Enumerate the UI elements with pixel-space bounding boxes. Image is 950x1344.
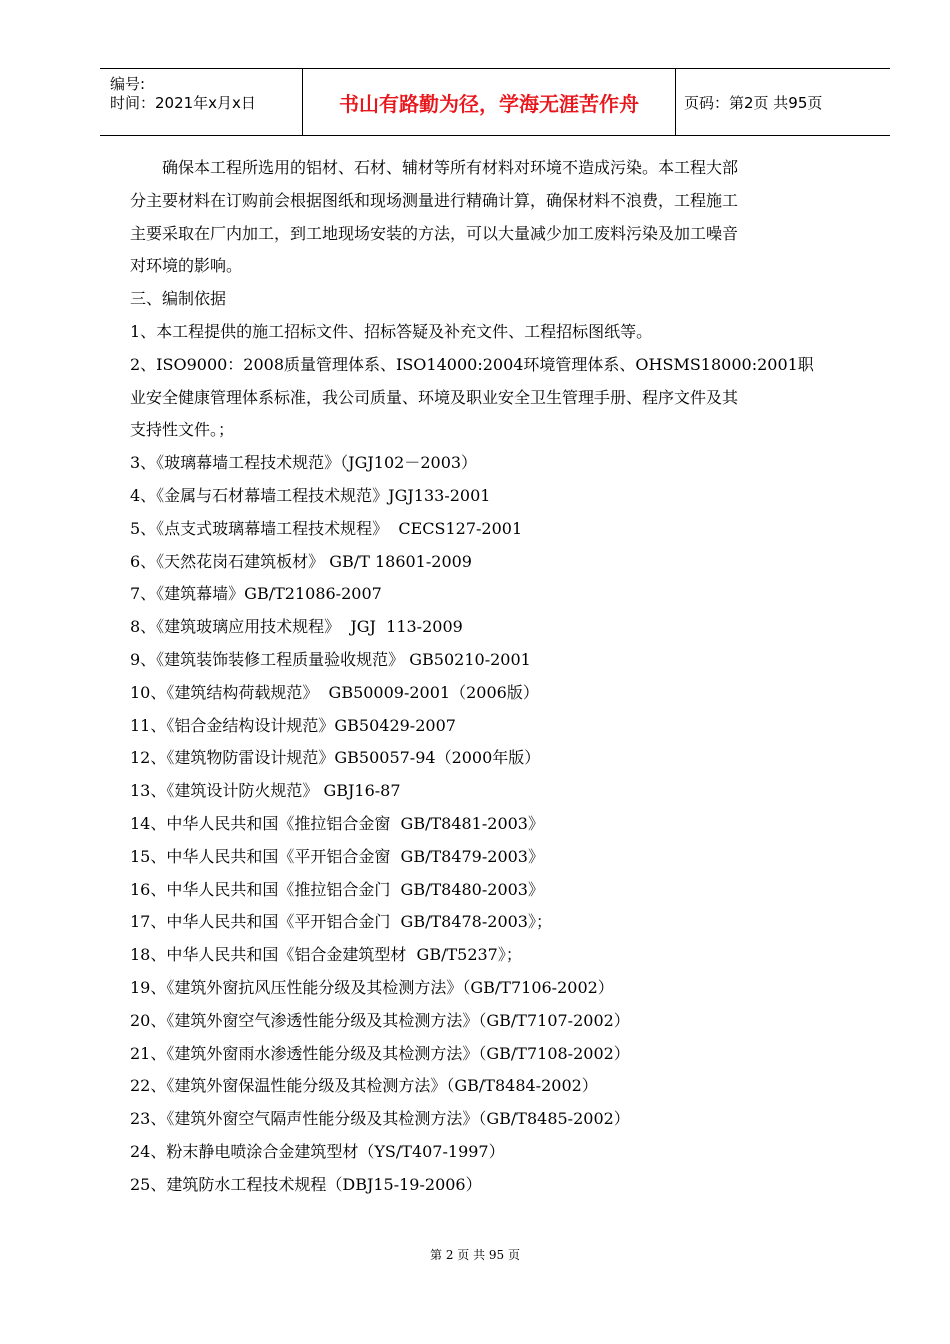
reference-item: 18、中华人民共和国《铝合金建筑型材 GB/T5237》；: [130, 945, 522, 965]
reference-item: 7、《建筑幕墙》GB/T21086-2007: [130, 584, 382, 604]
reference-item: 5、《点支式玻璃幕墙工程技术规程》 CECS127-2001: [130, 518, 523, 538]
reference-item: 支持性文件。；: [130, 420, 235, 440]
reference-item: 16、中华人民共和国《推拉铝合金门 GB/T8480-2003》: [130, 879, 544, 899]
paragraph-line: 对环境的影响。: [130, 256, 243, 276]
document-time-label: 时间：2021年x月x日: [110, 94, 256, 112]
reference-item: 22、《建筑外窗保温性能分级及其检测方法》（GB/T8484-2002）: [130, 1076, 598, 1096]
reference-item: 23、《建筑外窗空气隔声性能分级及其检测方法》（GB/T8485-2002）: [130, 1109, 630, 1129]
reference-item: 3、《玻璃幕墙工程技术规范》（JGJ102－2003）: [130, 453, 478, 473]
header-meta: [100, 69, 302, 135]
reference-item: 21、《建筑外窗雨水渗透性能分级及其检测方法》（GB/T7108-2002）: [130, 1043, 630, 1063]
reference-item: 9、《建筑装饰装修工程质量验收规范》 GB50210-2001: [130, 649, 531, 669]
reference-item: 25、建筑防水工程技术规程（DBJ15-19-2006）: [130, 1174, 482, 1194]
document-number-label: 编号:: [110, 75, 146, 93]
reference-item: 20、《建筑外窗空气渗透性能分级及其检测方法》（GB/T7107-2002）: [130, 1010, 630, 1030]
header-page-info: 页码：第2页 共95页: [684, 93, 823, 112]
reference-item: 17、中华人民共和国《平开铝合金门 GB/T8478-2003》；: [130, 912, 552, 932]
reference-item: 24、粉末静电喷涂合金建筑型材（YS/T407-1997）: [130, 1141, 505, 1161]
section-title: 三、编制依据: [130, 289, 227, 309]
header-motto: 书山有路勤为径，学海无涯苦作舟: [302, 69, 676, 135]
reference-item: 13、《建筑设计防火规范》 GBJ16-87: [130, 781, 401, 801]
reference-item: 10、《建筑结构荷载规范》 GB50009-2001（2006版）: [130, 682, 539, 702]
document-body: [130, 152, 860, 1202]
page-header: [100, 68, 890, 136]
reference-item: 业安全健康管理体系标准，我公司质量、环境及职业安全卫生管理手册、程序文件及其: [130, 387, 739, 407]
reference-item: 19、《建筑外窗抗风压性能分级及其检测方法》（GB/T7106-2002）: [130, 977, 614, 997]
reference-item: 6、《天然花岗石建筑板材》 GB/T 18601-2009: [130, 551, 472, 571]
reference-item: 14、中华人民共和国《推拉铝合金窗 GB/T8481-2003》: [130, 813, 544, 833]
reference-item: 11、《铝合金结构设计规范》GB50429-2007: [130, 715, 456, 735]
reference-item: 8、《建筑玻璃应用技术规程》 JGJ 113-2009: [130, 617, 463, 637]
paragraph-line: 分主要材料在订购前会根据图纸和现场测量进行精确计算，确保材料不浪费，工程施工: [130, 190, 739, 210]
reference-item: 15、中华人民共和国《平开铝合金窗 GB/T8479-2003》: [130, 846, 544, 866]
reference-item: 1、本工程提供的施工招标文件、招标答疑及补充文件、工程招标图纸等。: [130, 321, 653, 341]
paragraph-line: 主要采取在厂内加工，到工地现场安装的方法，可以大量减少加工废料污染及加工噪音: [130, 223, 739, 243]
reference-item: 12、《建筑物防雷设计规范》GB50057-94（2000年版）: [130, 748, 541, 768]
page-footer: 第 2 页 共 95 页: [430, 1248, 520, 1262]
reference-item: 4、《金属与石材幕墙工程技术规范》JGJ133-2001: [130, 485, 491, 505]
paragraph-line: 确保本工程所选用的铝材、石材、辅材等所有材料对环境不造成污染。本工程大部: [162, 158, 739, 177]
reference-item: 2、ISO9000：2008质量管理体系、ISO14000:2004环境管理体系、OHSMS18000:2001职: [130, 354, 814, 374]
